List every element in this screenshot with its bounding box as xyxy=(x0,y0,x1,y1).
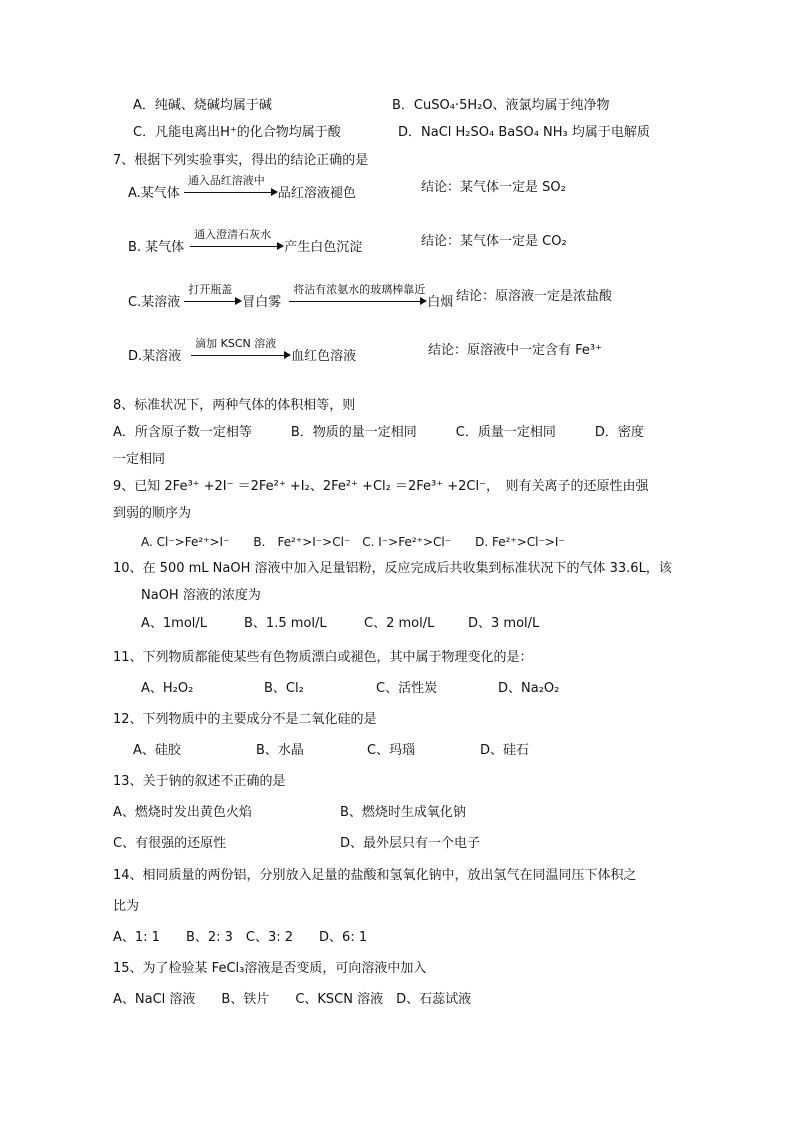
q12-option-d: D、硅石 xyxy=(480,743,530,758)
q10-option-d: D、3 mol/L xyxy=(468,616,540,631)
q8-stem: 8、标准状况下，两种气体的体积相等，则 xyxy=(113,398,356,413)
q8-options: A．所含原子数一定相等 B．物质的量一定相同 C．质量一定相同 D．密度 xyxy=(113,425,644,440)
q7-a-result: 品红溶液褪色 xyxy=(277,186,356,201)
q10-stem-cont: NaOH 溶液的浓度为 xyxy=(141,588,261,603)
arrow-condition: 将沾有浓氨水的玻璃棒靠近 xyxy=(293,283,426,296)
arrow-condition: 滴加 KSCN 溶液 xyxy=(195,337,277,350)
reaction-arrow xyxy=(184,174,278,197)
q7-d-subject: D.某溶液 xyxy=(128,349,182,364)
arrow-condition: 通入品红溶液中 xyxy=(187,174,265,187)
q7-stem: 7、根据下列实验事实，得出的结论正确的是 xyxy=(113,153,369,168)
q11-option-d: D、Na₂O₂ xyxy=(498,681,560,696)
q6-option-b: B．CuSO₄·5H₂O、液氯均属于纯净物 xyxy=(392,98,610,113)
q11-stem: 11、下列物质都能使某些有色物质漂白或褪色，其中属于物理变化的是： xyxy=(113,650,533,665)
q7-b-subject: B. 某气体 xyxy=(128,240,185,255)
q12-option-b: B、水晶 xyxy=(256,743,304,758)
q15-options: A、NaCl 溶液 B、铁片 C、KSCN 溶液 D、石蕊试液 xyxy=(113,992,472,1007)
q10-option-b: B、1.5 mol/L xyxy=(244,616,327,631)
q12-stem: 12、下列物质中的主要成分不是二氧化硅的是 xyxy=(113,712,377,727)
reaction-arrow xyxy=(184,283,242,306)
q14-stem: 14、相同质量的两份铝，分别放入足量的盐酸和氢氧化钠中，放出氢气在同温同压下体积之 xyxy=(113,868,637,883)
q13-option-d: D、最外层只有一个电子 xyxy=(340,836,481,851)
q6-option-d: D．NaCl H₂SO₄ BaSO₄ NH₃ 均属于电解质 xyxy=(398,125,650,140)
q11-option-a: A、H₂O₂ xyxy=(141,681,194,696)
q10-option-a: A、1mol/L xyxy=(141,616,208,631)
q7-d-conclusion: 结论：原溶液中一定含有 Fe³⁺ xyxy=(428,343,602,358)
q7-a-conclusion: 结论：某气体一定是 SO₂ xyxy=(421,180,566,195)
q8-options-cont: 一定相同 xyxy=(113,452,166,467)
q7-option-c xyxy=(128,283,454,312)
q14-stem-cont: 比为 xyxy=(113,899,140,914)
q13-stem: 13、关于钠的叙述不正确的是 xyxy=(113,774,286,789)
q7-option-d xyxy=(128,337,357,366)
q7-c-subject: C.某溶液 xyxy=(128,295,181,310)
q13-option-b: B、燃烧时生成氧化钠 xyxy=(340,805,466,820)
q12-option-a: A、硅胶 xyxy=(133,743,181,758)
q7-a-subject: A.某气体 xyxy=(128,186,180,201)
q10-stem: 10、在 500 mL NaOH 溶液中加入足量铝粉，反应完成后共收集到标准状况下的气体 33.6L，该 xyxy=(113,561,672,576)
q14-options: A、1: 1 B、2: 3 C、3: 2 D、6: 1 xyxy=(113,930,368,945)
q7-b-result: 产生白色沉淀 xyxy=(284,240,363,255)
q7-d-result: 血红色溶液 xyxy=(291,349,357,364)
q11-option-b: B、Cl₂ xyxy=(264,681,304,696)
q7-c-conclusion: 结论：原溶液一定是浓盐酸 xyxy=(456,289,613,304)
q7-c-result: 白烟 xyxy=(427,295,454,310)
q7-c-intermediate: 冒白雾 xyxy=(242,295,282,310)
q11-option-c: C、活性炭 xyxy=(376,681,438,696)
q9-stem-cont: 到弱的顺序为 xyxy=(113,506,192,521)
q6-option-c: C．凡能电离出H⁺的化合物均属于酸 xyxy=(133,125,341,140)
arrow-condition: 通入澄清石灰水 xyxy=(194,228,272,241)
reaction-arrow xyxy=(289,283,427,306)
q6-option-a: A．纯碱、烧碱均属于碱 xyxy=(133,98,272,113)
reaction-arrow xyxy=(190,228,284,251)
q10-option-c: C、2 mol/L xyxy=(364,616,435,631)
q13-option-c: C、有很强的还原性 xyxy=(113,836,227,851)
arrow-condition: 打开瓶盖 xyxy=(188,283,233,296)
reaction-arrow xyxy=(191,337,291,360)
q9-stem: 9、已知 2Fe³⁺ +2I⁻ ＝2Fe²⁺ +I₂、2Fe²⁺ +Cl₂ ＝2Fe³⁺ +2Cl⁻， 则有关离子的还原性由强 xyxy=(113,479,649,494)
q13-option-a: A、燃烧时发出黄色火焰 xyxy=(113,805,252,820)
q7-option-b xyxy=(128,228,363,257)
q12-option-c: C、玛瑙 xyxy=(367,743,416,758)
q7-b-conclusion: 结论：某气体一定是 CO₂ xyxy=(421,234,567,249)
q9-options: A. Cl⁻>Fe²⁺>I⁻ B. Fe²⁺>I⁻>Cl⁻ C. I⁻>Fe²⁺>Cl⁻ D. Fe²⁺>Cl⁻>I⁻ xyxy=(141,535,565,549)
q15-stem: 15、为了检验某 FeCl₃溶液是否变质，可向溶液中加入 xyxy=(113,961,427,976)
q7-option-a xyxy=(128,174,356,203)
